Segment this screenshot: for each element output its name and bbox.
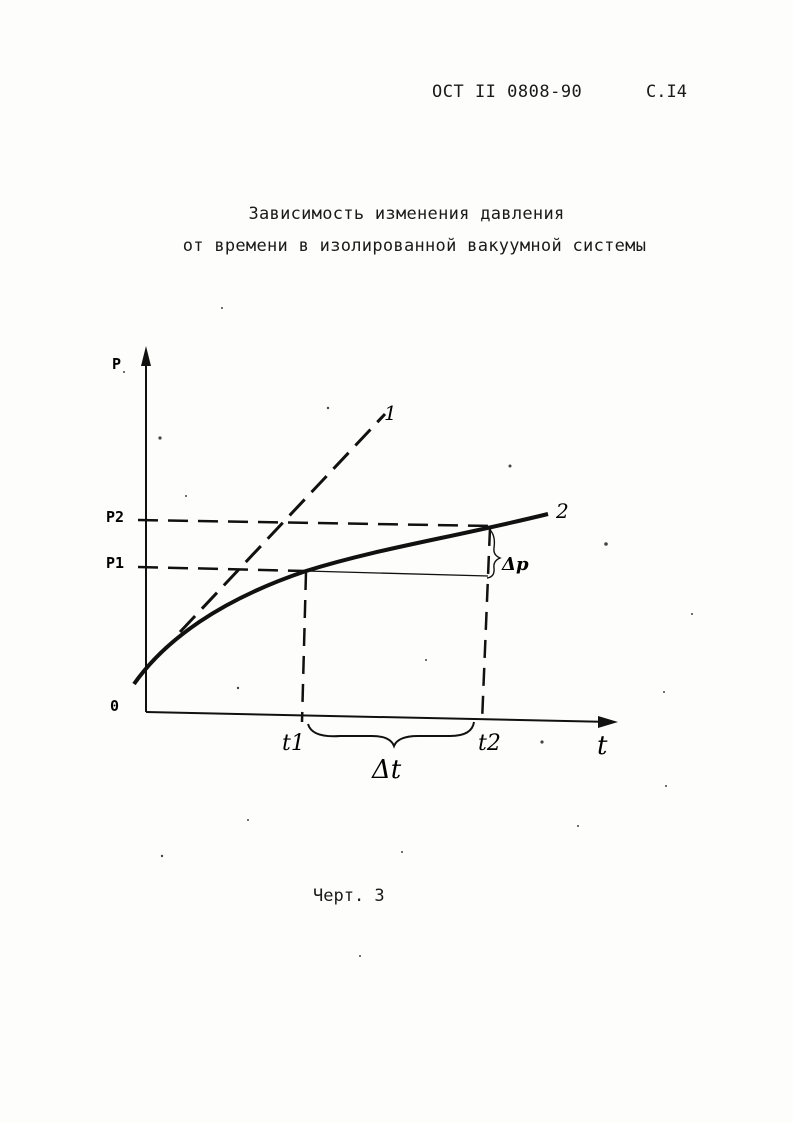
curve-2-label: 2 [556,499,569,523]
t1-label: t1 [282,731,305,756]
p-axis-label: P [112,355,122,373]
delta-p-label: Δp [502,554,529,575]
t-axis-arrow [598,716,618,728]
p1-guide-line [138,567,306,571]
t1-guide-line [302,572,306,722]
p1-label: P1 [106,554,125,572]
delta-t-brace [308,722,474,746]
t-axis-label: t [597,731,608,761]
delta-t-label: Δt [372,755,402,785]
origin-label: 0 [110,697,120,715]
figure-title-line2: от времени в изолированной вакуумной системы [182,236,647,256]
page-number: С.I4 [646,82,687,102]
p-axis-arrow [141,346,151,366]
p2-guide-line [138,520,492,526]
p1-solid-extension [306,571,488,576]
t-axis-line [146,712,612,722]
curve-1-label: 1 [384,401,397,425]
figure-title-line1: Зависимость изменения давления [248,204,565,224]
t2-label: t2 [478,731,501,756]
t2-guide-line [482,528,490,722]
figure-caption: Черт. 3 [313,886,385,906]
document-number: ОСТ II 0808-90 [432,82,583,102]
scan-specks [123,307,693,957]
p2-label: P2 [106,508,125,526]
